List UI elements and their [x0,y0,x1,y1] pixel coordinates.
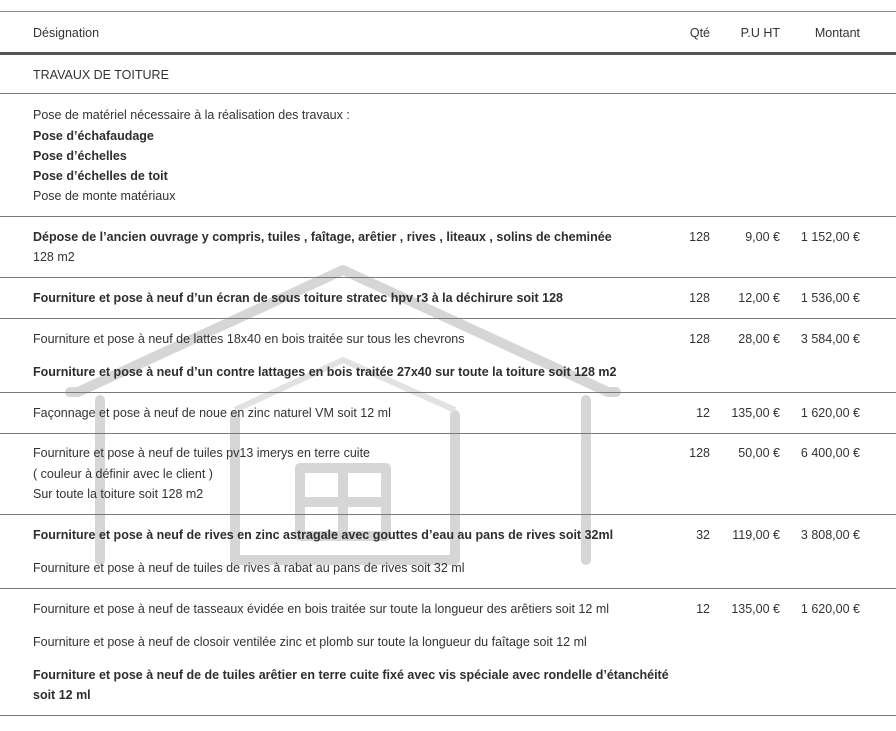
item-line: 128 m2 [33,250,75,264]
table-header [0,12,896,52]
item-line: Fourniture et pose à neuf de lattes 18x40 en bois traitée sur tous les chevrons [33,332,465,346]
item-line: ( couleur à définir avec le client ) [33,467,213,481]
item-montant: 1 620,00 € [800,602,860,616]
item-line: Fourniture et pose à neuf de tasseaux évidée en bois traitée sur toute la longueur des arêtiers soit 12 ml [33,602,610,616]
prep-row [0,94,896,217]
item-line: Fourniture et pose à neuf de rives en zinc astragale avec gouttes d’eau au pans de rives soit 32ml [33,528,614,542]
item-montant: 3 584,00 € [800,332,860,346]
prep-line: Pose d’échelles [33,149,127,163]
item-line: Fourniture et pose à neuf d’un écran de sous toiture stratec hpv r3 à la déchirure soit 128 [33,291,563,305]
item-pu: 50,00 € [738,446,780,460]
section-row [0,55,896,94]
item-qty: 12 [696,406,710,420]
item-pu: 135,00 € [731,602,780,616]
table-row [0,515,896,589]
header-montant: Montant [814,26,860,40]
prep-line: Pose de monte matériaux [33,189,176,203]
item-pu: 119,00 € [732,528,780,542]
table-row [0,217,896,278]
item-pu: 9,00 € [745,230,780,244]
item-line: Fourniture et pose à neuf de tuiles de rives à rabat au pans de rives soit 32 ml [33,561,465,575]
item-qty: 128 [689,332,710,346]
item-montant: 6 400,00 € [800,446,860,460]
item-montant: 3 808,00 € [800,528,860,542]
prep-line: Pose d’échafaudage [33,129,154,143]
item-line: soit 12 ml [33,688,91,702]
item-pu: 135,00 € [731,406,780,420]
prep-line: Pose de matériel nécessaire à la réalisation des travaux : [33,108,350,122]
prep-line: Pose d’échelles de toit [33,169,168,183]
header-qty: Qté [689,26,710,40]
table-row [0,434,896,515]
item-qty: 128 [689,230,710,244]
table-row [0,589,896,716]
item-montant: 1 620,00 € [800,406,860,420]
item-line: Façonnage et pose à neuf de noue en zinc naturel VM soit 12 ml [33,406,391,420]
item-montant: 1 152,00 € [800,230,860,244]
item-line: Fourniture et pose à neuf de tuiles pv13 imerys en terre cuite [33,446,370,460]
table-row [0,393,896,434]
item-montant: 1 536,00 € [800,291,860,305]
item-line: Fourniture et pose à neuf de de tuiles arêtier en terre cuite fixé avec vis spéciale avec rondelle d’étanchéité [33,668,669,682]
header-pu: P.U HT [740,26,780,40]
item-qty: 128 [689,446,710,460]
item-line: Sur toute la toiture soit 128 m2 [33,487,204,501]
item-line: Dépose de l’ancien ouvrage y compris, tuiles , faîtage, arêtier , rives , liteaux , solins de cheminée [33,230,612,244]
item-pu: 12,00 € [738,291,780,305]
table-row [0,278,896,319]
item-line: Fourniture et pose à neuf de closoir ventilée zinc et plomb sur toute la longueur du faîtage soit 12 ml [33,635,587,649]
section-title: TRAVAUX DE TOITURE [33,68,169,82]
item-pu: 28,00 € [738,332,780,346]
table-row [0,319,896,393]
item-qty: 32 [696,528,710,542]
item-line: Fourniture et pose à neuf d’un contre lattages en bois traitée 27x40 sur toute la toiture soit 128 m2 [33,365,617,379]
header-designation: Désignation [33,26,100,40]
item-qty: 12 [696,602,710,616]
item-qty: 128 [689,291,710,305]
